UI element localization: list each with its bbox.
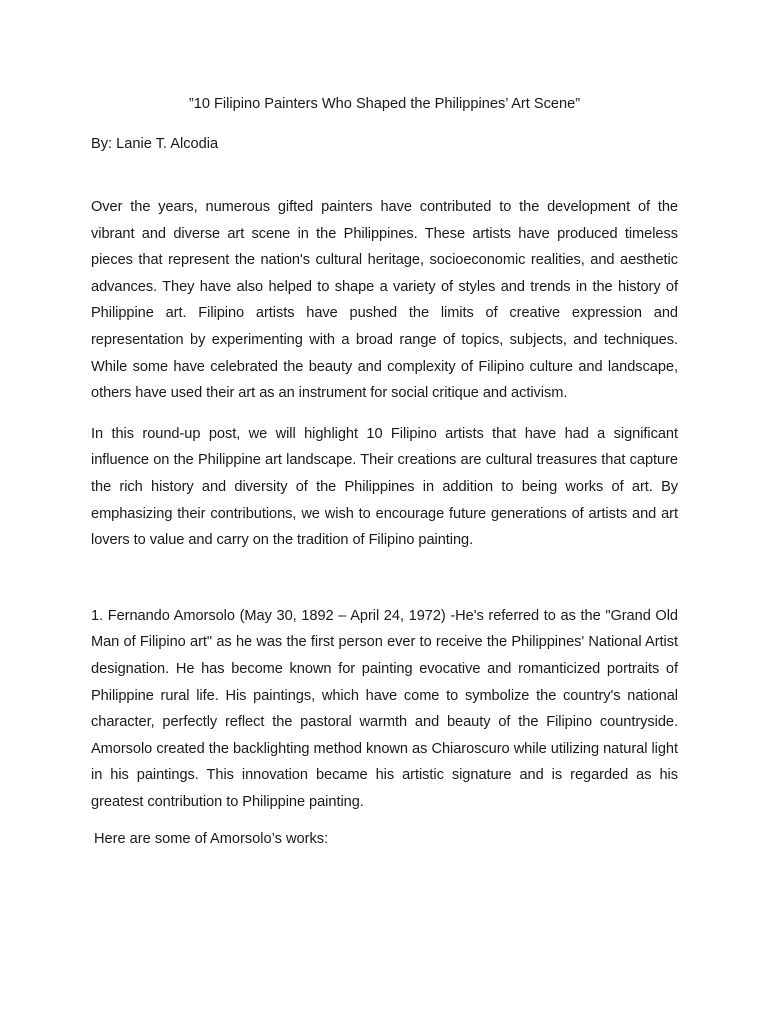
intro-paragraph: Over the years, numerous gifted painters have contributed to the development of the vibrant and diverse art scene in the Philippines. These artists have produced timeless pieces that represent the nation's cultural heritage, socioeconomic realities, and aesthetic advances. They have also helped to shape a variety of styles and trends in the history of Philippine art. Filipino artists have pushed the limits of creative expression and representation by experimenting with a broad range of topics, subjects, and techniques. While some have celebrated the beauty and complexity of Filipino culture and landscape, others have used their art as an instrument for social critique and activism. bbox=[91, 199, 678, 402]
roundup-paragraph: In this round-up post, we will highlight 10 Filipino artists that have had a significant influence on the Philippine art landscape. Their creations are cultural treasures that capture the rich history and diversity of the Philippines in addition to being works of art. By emphasizing their contributions, we wish to encourage future generations of artists and art lovers to value and carry on the tradition of Filipino painting. bbox=[91, 425, 678, 549]
document-title: ”10 Filipino Painters Who Shaped the Philippines’ Art Scene” bbox=[188, 96, 581, 112]
painter-entry-amorsolo: 1. Fernando Amorsolo (May 30, 1892 – April 24, 1972) -He's referred to as the "Grand Old Man of Filipino art" as he was the first person ever to receive the Philippines' National Artist designation. He has become known for painting evocative and romanticized portraits of Philippine rural life. His paintings, which have come to symbolize the country's national character, perfectly reflect the pastoral warmth and beauty of the Filipino countryside. Amorsolo created the backlighting method known as Chiaroscuro while utilizing natural light in his paintings. This innovation became his artistic signature and is regarded as his greatest contribution to Philippine painting. bbox=[91, 607, 678, 810]
author-byline: By: Lanie T. Alcodia bbox=[91, 136, 219, 152]
works-lead-text: Here are some of Amorsolo’s works: bbox=[94, 831, 329, 848]
